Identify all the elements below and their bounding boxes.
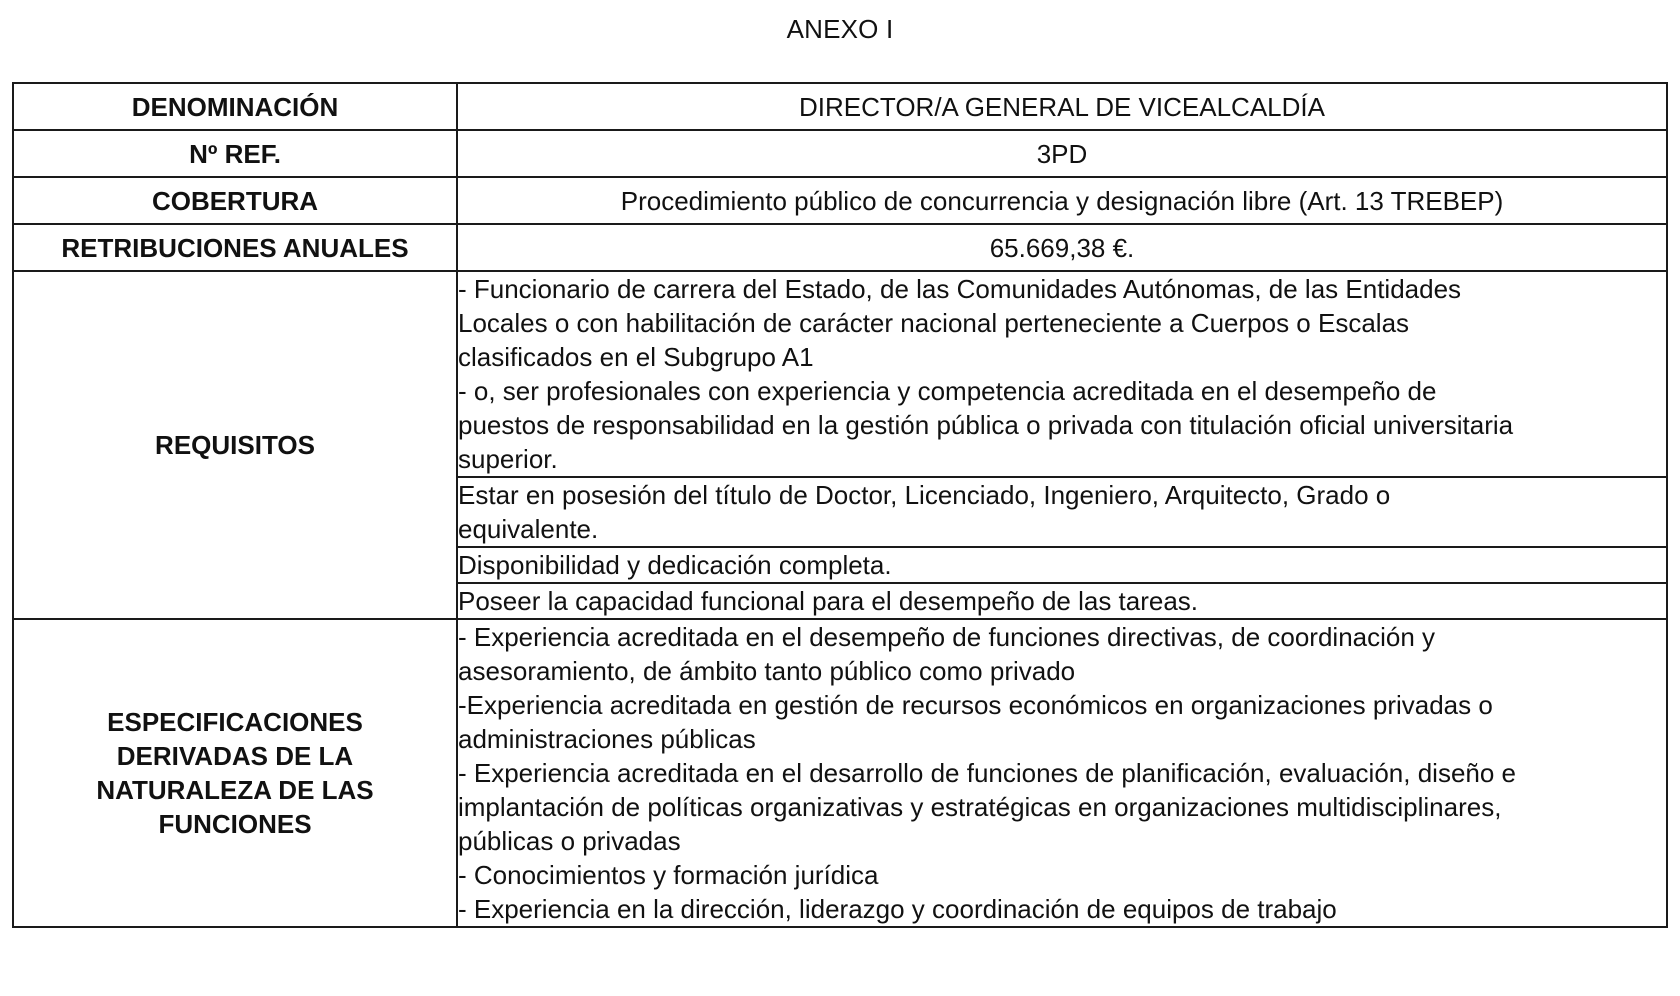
cobertura-value: Procedimiento público de concurrencia y designación libre (Art. 13 TREBEP): [457, 177, 1667, 224]
especificaciones-text: [457, 619, 1667, 927]
requisito-1-line-1: - Funcionario de carrera del Estado, de las Comunidades Autónomas, de las Entidades: [458, 274, 1462, 304]
requisito-1-line-5: puestos de responsabilidad en la gestión pública o privada con titulación oficial universitaria: [458, 410, 1514, 440]
requisito-item-4: Poseer la capacidad funcional para el desempeño de las tareas.: [457, 583, 1667, 619]
requisitos-label: REQUISITOS: [13, 271, 457, 619]
retribuciones-label: RETRIBUCIONES ANUALES: [13, 224, 457, 271]
requisito-item-2: [457, 477, 1667, 547]
annex-table: [12, 82, 1668, 928]
especificaciones-line-4: administraciones públicas: [458, 724, 756, 754]
retribuciones-value: 65.669,38 €.: [457, 224, 1667, 271]
especificaciones-line-7: públicas o privadas: [458, 826, 681, 856]
especificaciones-line-1: - Experiencia acreditada en el desempeño de funciones directivas, de coordinación y: [458, 622, 1436, 652]
table-row-especificaciones: [13, 619, 1667, 927]
table-row-requisitos-1: [13, 271, 1667, 477]
document-title: ANEXO I: [786, 14, 894, 44]
requisito-2-line-1: Estar en posesión del título de Doctor, Licenciado, Ingeniero, Arquitecto, Grado o: [458, 480, 1391, 510]
requisito-1-line-4: - o, ser profesionales con experiencia y competencia acreditada en el desempeño de: [458, 376, 1437, 406]
especificaciones-line-3: -Experiencia acreditada en gestión de recursos económicos en organizaciones privadas o: [458, 690, 1493, 720]
especificaciones-line-6: implantación de políticas organizativas y estratégicas en organizaciones multidisciplinares,: [458, 792, 1502, 822]
requisito-1-line-3: clasificados en el Subgrupo A1: [458, 342, 814, 372]
requisito-item-1: [457, 271, 1667, 477]
especificaciones-label-line-4: FUNCIONES: [158, 809, 312, 839]
denominacion-label: DENOMINACIÓN: [13, 83, 457, 130]
especificaciones-line-8: - Conocimientos y formación jurídica: [458, 860, 879, 890]
especificaciones-label-line-3: NATURALEZA DE LAS: [96, 775, 374, 805]
especificaciones-label-line-1: ESPECIFICACIONES: [107, 707, 363, 737]
table-row-cobertura: [13, 177, 1667, 224]
requisito-1-line-6: superior.: [458, 444, 558, 474]
denominacion-value: DIRECTOR/A GENERAL DE VICEALCALDÍA: [457, 83, 1667, 130]
cobertura-label: COBERTURA: [13, 177, 457, 224]
especificaciones-line-2: asesoramiento, de ámbito tanto público como privado: [458, 656, 1076, 686]
especificaciones-line-5: - Experiencia acreditada en el desarrollo de funciones de planificación, evaluación, diseño e: [458, 758, 1517, 788]
table-row-ref: [13, 130, 1667, 177]
especificaciones-line-9: - Experiencia en la dirección, liderazgo y coordinación de equipos de trabajo: [458, 894, 1337, 924]
table-row-denominacion: [13, 83, 1667, 130]
requisito-2-line-2: equivalente.: [458, 514, 599, 544]
ref-label: Nº REF.: [13, 130, 457, 177]
especificaciones-label-line-2: DERIVADAS DE LA: [116, 741, 354, 771]
ref-value: 3PD: [457, 130, 1667, 177]
requisito-item-3: Disponibilidad y dedicación completa.: [457, 547, 1667, 583]
table-row-retribuciones: [13, 224, 1667, 271]
especificaciones-label: [13, 619, 457, 927]
requisito-1-line-2: Locales o con habilitación de carácter nacional perteneciente a Cuerpos o Escalas: [458, 308, 1410, 338]
